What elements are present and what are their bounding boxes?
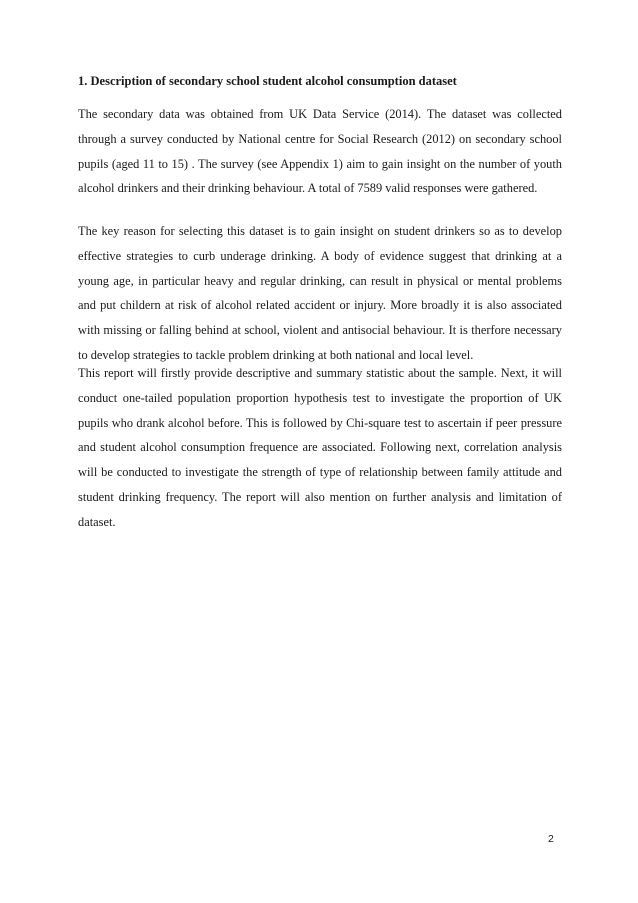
page-number: 2: [548, 833, 554, 845]
paragraph-data-source: The secondary data was obtained from UK Data Service (2014). The dataset was collected through a survey conducted by National centre for Social Research (2012) on secondary school pupils (aged 11 to 15) . The survey (see Appendix 1) aim to gain insight on the number of youth alcohol drinkers and their drinking behaviour. A total of 7589 valid responses were gathered.: [78, 107, 562, 196]
paragraph-report-outline: This report will firstly provide descriptive and summary statistic about the sample. Next, it will conduct one-tailed population proportion hypothesis test to investigate the proportion of UK pupils who drank alcohol before. This is followed by Chi-square test to ascertain if peer pressure and student alcohol consumption frequence are associated. Following next, correlation analysis will be conducted to investigate the strength of type of relationship between family attitude and student drinking frequency. The report will also mention on further analysis and limitation of dataset.: [78, 366, 562, 529]
paragraph-rationale: The key reason for selecting this dataset is to gain insight on student drinkers so as to develop effective strategies to curb underage drinking. A body of evidence suggest that drinking at a young age, in particular heavy and regular drinking, can result in physical or mental problems and put childern at risk of alcohol related accident or injury. More broadly it is also associated with missing or falling behind at school, violent and antisocial behaviour. It is therfore necessary to develop strategies to tackle problem drinking at both national and local level.: [78, 224, 562, 362]
section-heading: 1. Description of secondary school student alcohol consumption dataset: [78, 74, 457, 88]
